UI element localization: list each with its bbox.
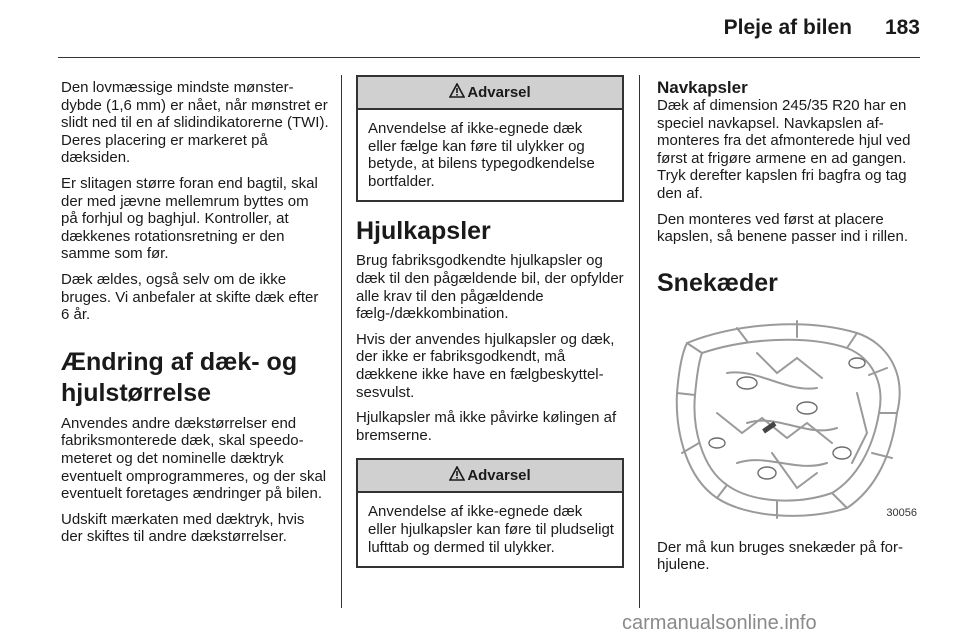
section-heading-hubcaps: Hjulkapsler	[356, 217, 491, 246]
figure-code: 30056	[886, 507, 917, 520]
snow-chains-illustration	[657, 313, 919, 525]
paragraph-chains-front: Der må kun bruges snekæder på forhjulene.	[657, 538, 903, 574]
page-number: 183	[884, 16, 920, 39]
warning-header	[358, 460, 622, 493]
warning-triangle-icon	[449, 466, 465, 486]
warning-triangle-icon	[449, 83, 465, 103]
subheading-hub-caps: Navkapsler	[657, 78, 748, 97]
paragraph-non-approved: Hvis der anvendes hjulkapsler og dæk, der ikke er fabriksgodkendt, må dækkene ikke have en fælgbeskyttelsesvulst.	[356, 330, 615, 401]
watermark-text: carmanualsonline.info	[622, 612, 817, 634]
warning-box	[356, 458, 624, 568]
paragraph-brake-cooling: Hjulkapsler må ikke påvirke kølingen af bremserne.	[356, 409, 617, 444]
snow-chains-drawing	[657, 313, 919, 525]
paragraph-pressure-label: Udskift mærkaten med dæktryk, hvis der skiftes til andre dækstørrelser.	[61, 510, 305, 546]
running-header-title: Pleje af bilen	[723, 16, 852, 39]
column-3	[657, 79, 927, 582]
paragraph-tire-rotation: Er slitagen større foran end bagtil, skal der med jævne mellemrum byttes om på forhjul og baghjul. Kontroller, at dækkenes rotationsretning er den samme som før.	[61, 174, 318, 263]
paragraph-hubcap-removal: Dæk af dimension 245/35 R20 har en speciel navkapsel. Navkapslen afmonteres fra det afmonterede hjul ved først at frigøre armene en ad gangen. Tryk derefter kapslen fri bagfra og tag den af.	[657, 97, 911, 202]
paragraph-other-sizes: Anvendes andre dækstørrelser end fabriksmonterede dæk, skal speedometeret og det nominelle dæktryk eventuelt omprogrammeres, og der skal eventuelt foretages ændringer på bilen.	[61, 414, 327, 503]
column-divider-2	[639, 75, 640, 608]
warning-box	[356, 75, 624, 202]
paragraph-tire-age: Dæk ældes, også selv om de ikke bruges. Vi anbefaler at skifte dæk efter 6 år.	[61, 270, 319, 324]
warning-title: Advarsel	[467, 467, 531, 485]
warning-body: Anvendelse af ikke-egnede dæk eller hjulkapsler kan føre til pludseligt lufttab og dermed til ulykker.	[368, 503, 614, 556]
paragraph-hubcap-fitting: Den monteres ved først at placere kapslen, så benene passer ind i rillen.	[657, 210, 908, 246]
column-divider-1	[341, 75, 342, 608]
warning-title: Advarsel	[467, 83, 531, 101]
paragraph-approved-hubcaps: Brug fabriksgodkendte hjulkapsler og dæk til den pågældende bil, der opfylder alle krav til den pågældende fælg-/dækkombination.	[356, 252, 624, 323]
warning-header	[358, 77, 622, 110]
section-heading-snow-chains: Snekæder	[657, 268, 778, 297]
column-1	[61, 79, 329, 554]
paragraph-tread-depth: Den lovmæssige mindste mønsterdybde (1,6 mm) er nået, når mønstret er slidt ned til en af slidindikatorerne (TWI). Deres placering er markeret på dæksiden.	[61, 79, 329, 167]
column-2	[356, 75, 624, 578]
section-heading-tire-size: Ændring af dæk- og hjulstørrelse	[61, 347, 298, 407]
warning-body: Anvendelse af ikke-egnede dæk eller fælge kan føre til ulykker og betyde, at bilens typegodkendelse bortfalder.	[368, 120, 595, 190]
header-rule	[58, 57, 920, 58]
